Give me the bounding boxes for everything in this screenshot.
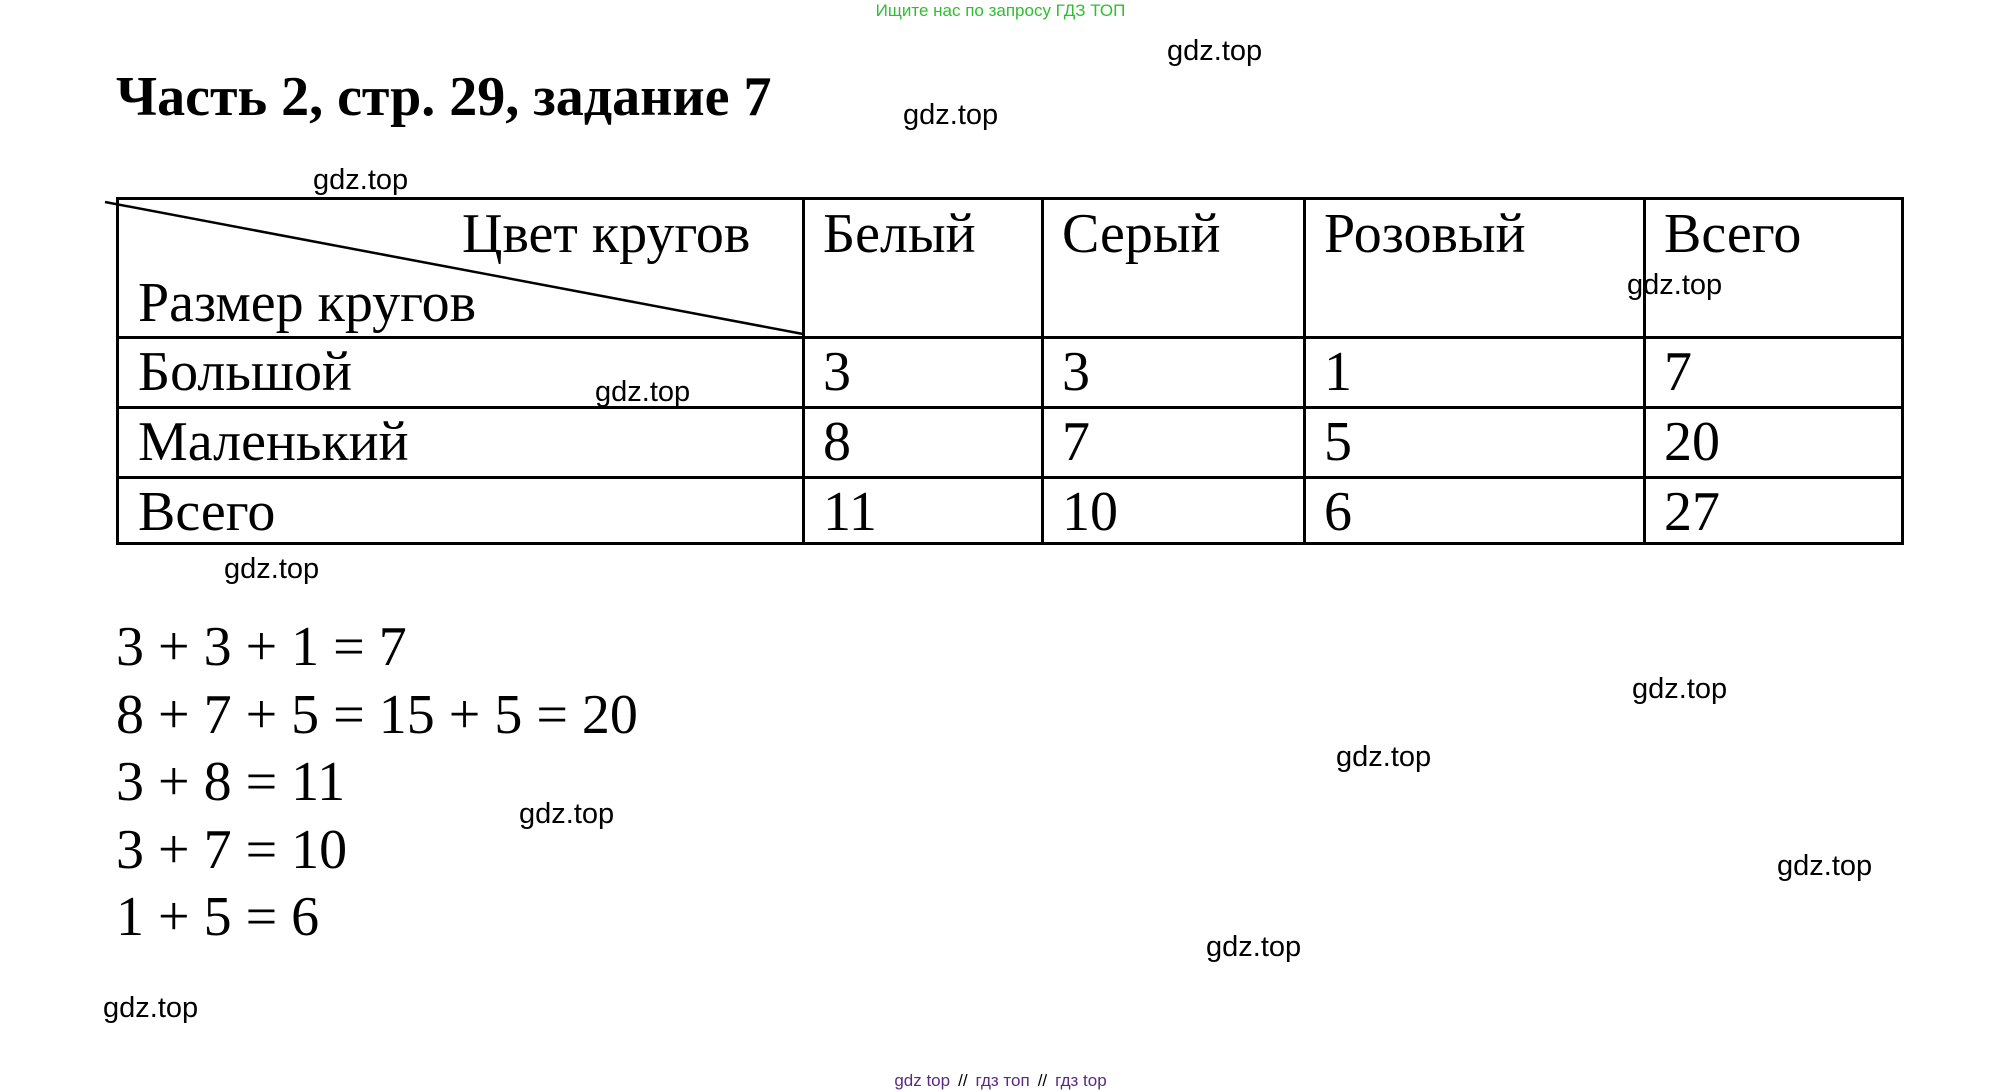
watermark: gdz.top <box>1336 741 1432 773</box>
watermark: gdz.top <box>595 376 691 408</box>
table-cell: 1 <box>1324 341 1352 403</box>
table-cell: 10 <box>1062 481 1118 543</box>
footer-link[interactable]: гдз топ <box>975 1071 1030 1090</box>
column-header-white: Белый <box>823 203 976 265</box>
footer-link[interactable]: gdz top <box>894 1071 951 1090</box>
watermark: gdz.top <box>519 798 615 830</box>
table-cell: 20 <box>1664 411 1720 473</box>
row-label-total: Всего <box>138 481 276 543</box>
top-banner[interactable]: Ищите нас по запросу ГДЗ ТОП <box>875 1 1126 20</box>
footer-separator: // <box>1037 1071 1048 1090</box>
page-title: Часть 2, стр. 29, задание 7 <box>116 66 772 128</box>
calculation-line: 3 + 8 = 11 <box>116 751 346 813</box>
footer-links <box>0 1070 2001 1092</box>
table-cell: 7 <box>1062 411 1090 473</box>
watermark: gdz.top <box>103 992 199 1024</box>
watermark: gdz.top <box>903 99 999 131</box>
watermark: gdz.top <box>224 553 320 585</box>
column-header-total: Всего <box>1664 203 1802 265</box>
table-row-divider <box>119 476 1901 479</box>
table-cell: 3 <box>823 341 851 403</box>
footer-link[interactable]: гдз top <box>1055 1071 1107 1090</box>
calculation-line: 8 + 7 + 5 = 15 + 5 = 20 <box>116 683 638 746</box>
row-label-small: Маленький <box>138 411 409 473</box>
watermark: gdz.top <box>1167 35 1263 67</box>
column-header-gray: Серый <box>1062 203 1221 265</box>
footer-separator: // <box>958 1071 968 1090</box>
calculation-line: 1 + 5 = 6 <box>116 886 320 948</box>
header-corner-top: Цвет кругов <box>462 203 751 265</box>
calculation-line: 3 + 7 = 10 <box>116 818 348 881</box>
table-column-divider <box>1643 200 1646 542</box>
table-cell: 5 <box>1324 411 1352 473</box>
row-label-large: Большой <box>138 341 352 403</box>
watermark: gdz.top <box>1632 673 1728 705</box>
header-corner-bottom: Размер кругов <box>138 272 477 334</box>
column-header-pink: Розовый <box>1324 203 1526 265</box>
table-cell: 8 <box>823 411 851 473</box>
table-row-divider <box>119 406 1901 409</box>
watermark: gdz.top <box>313 164 409 196</box>
table-cell: 27 <box>1664 481 1720 543</box>
watermark: gdz.top <box>1777 850 1873 882</box>
table-cell: 3 <box>1062 341 1090 403</box>
table-cell: 11 <box>823 481 877 543</box>
table-column-divider <box>1303 200 1306 542</box>
table-cell: 7 <box>1664 341 1692 403</box>
calculation-line: 3 + 3 + 1 = 7 <box>116 616 407 678</box>
watermark: gdz.top <box>1206 931 1302 963</box>
calculation-list <box>116 614 638 952</box>
table-cell: 6 <box>1324 481 1352 543</box>
watermark: gdz.top <box>1627 269 1723 301</box>
table-column-divider <box>1041 200 1044 542</box>
